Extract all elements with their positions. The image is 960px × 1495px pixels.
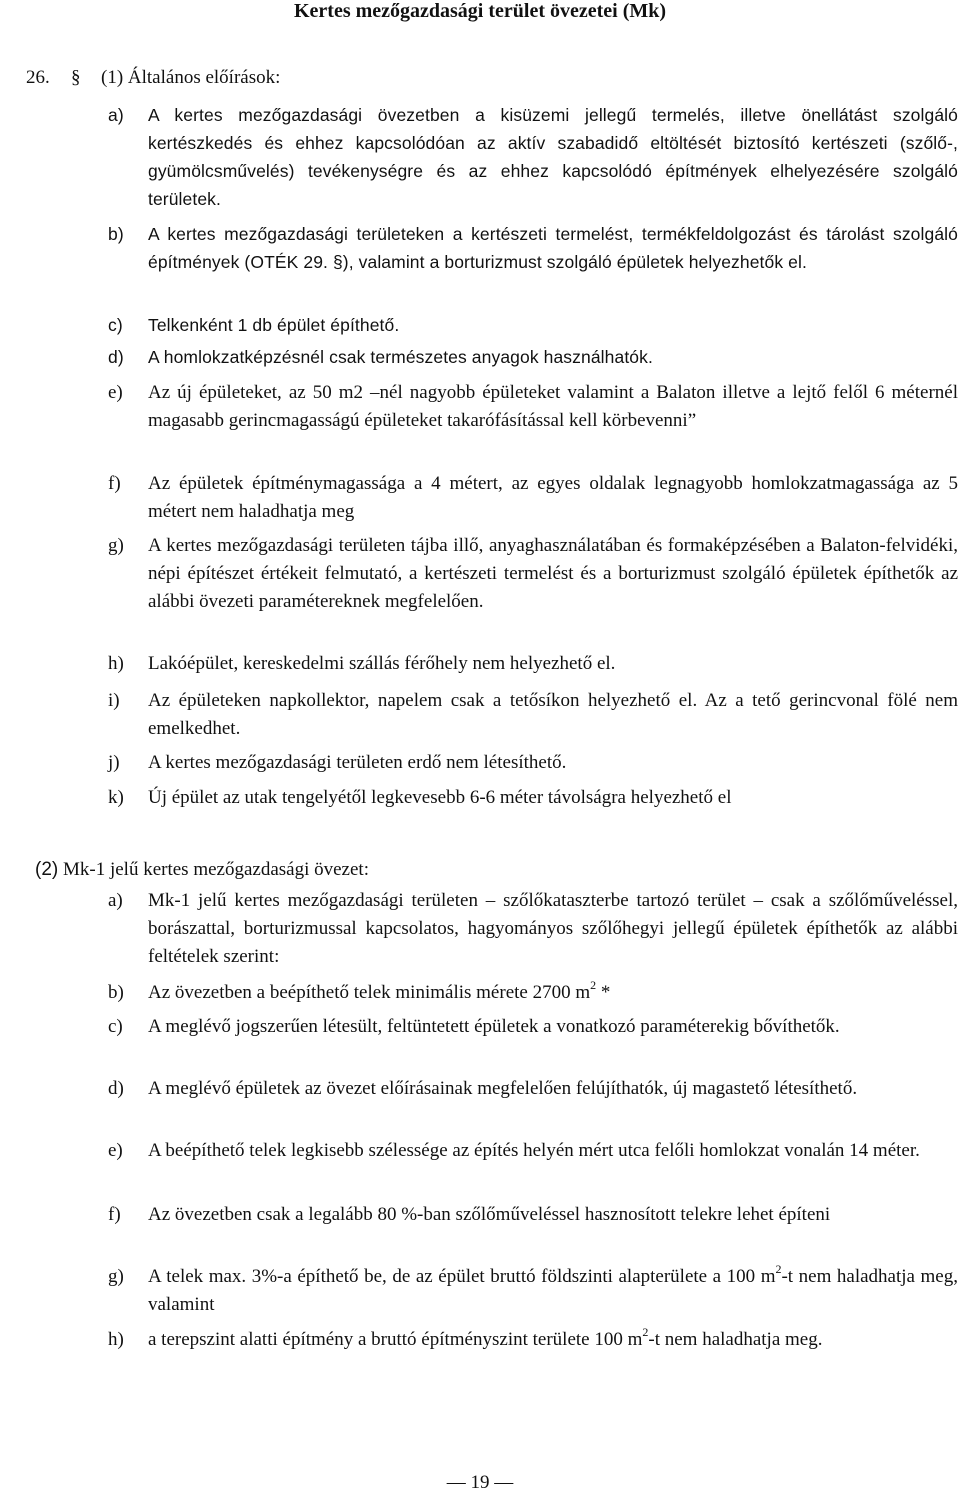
item-text-tail: * (596, 982, 611, 1003)
item-label: c) (108, 1016, 123, 1037)
item-text: A kertes mezőgazdasági területen tájba illő, anyaghasználatában és formaképzésében a Balaton-felvidéki, népi építészet értékeit felmutató, a kertészeti termelést és a borturizmust szolgáló épületek építhetők az alábbi övezeti paramétereknek megfelelően. (148, 535, 958, 612)
item-text: Mk-1 jelű kertes mezőgazdasági területen – szőlőkataszterbe tartozó terület – csak a szőlőműveléssel, borászattal, borturizmussal kapcsolatos, hagyományos szőlőhegyi jellegű épületek építhetők az alábbi feltételek szerint: (148, 890, 958, 967)
list-item (108, 379, 958, 435)
superscript: 2 (775, 1262, 782, 1276)
section-heading-text: Mk-1 jelű kertes mezőgazdasági övezet: (62, 859, 369, 880)
item-label: a) (108, 890, 123, 911)
item-label: d) (108, 1078, 124, 1099)
item-text: A homlokzatképzésnél csak természetes anyagok használhatók. (148, 347, 653, 367)
item-text: a terepszint alatti építmény a bruttó építményszint területe 100 m (148, 1329, 643, 1350)
item-text: A kertes mezőgazdasági területeken a kertészeti termelést, termékfeldolgozást és tárolást szolgáló építmények (OTÉK 29. §), valamint a borturizmust szolgáló épületek helyezhetők el. (148, 224, 958, 272)
section-heading (26, 64, 280, 92)
list-item (108, 979, 958, 1007)
item-label: c) (108, 315, 123, 335)
item-label: b) (108, 224, 124, 244)
list-item (108, 1075, 958, 1103)
list-item (108, 101, 958, 213)
item-text-wrap (148, 1326, 958, 1354)
item-text: A kertes mezőgazdasági területen erdő nem létesíthető. (148, 752, 567, 773)
list-item (108, 1137, 958, 1165)
list-item (108, 1201, 958, 1229)
item-label: f) (108, 473, 121, 494)
section-heading (35, 856, 369, 884)
item-text: Új épület az utak tengelyétől legkevesebb 6-6 méter távolságra helyezhető el (148, 787, 732, 808)
item-label: g) (108, 1266, 124, 1287)
item-text: A kertes mezőgazdasági övezetben a kisüzemi jellegű termelés, illetve önellátást szolgáló kertészkedés és ehhez kapcsolódóan az aktív szabadidő eltöltését biztosító kertészeti (szőlő-, gyümölcsművelés) tevékenységre és az ehhez kapcsolódó építmények elhelyezésére szolgáló területek. (148, 105, 958, 209)
page-title: Kertes mezőgazdasági terület övezetei (Mk) (293, 0, 667, 22)
list-item (108, 220, 958, 276)
item-text: Az épületeken napkollektor, napelem csak a tetősíkon helyezhető el. Az a tető gerincvonal fölé nem emelkedhet. (148, 690, 958, 739)
list-item (108, 749, 958, 777)
item-label: i) (108, 690, 120, 711)
subsection-number: (2) (35, 859, 59, 880)
item-text-wrap (148, 979, 958, 1007)
list-item (108, 532, 958, 616)
item-label: k) (108, 787, 124, 808)
list-item (108, 343, 958, 371)
item-text: Lakóépület, kereskedelmi szállás férőhely nem helyezhető el. (148, 653, 616, 674)
item-label: j) (108, 752, 120, 773)
item-text: A beépíthető telek legkisebb szélessége az építés helyén mért utca felőli homlokzat vonalán 14 méter. (148, 1140, 920, 1161)
item-text: Az épületek építménymagassága a 4 métert, az egyes oldalak legnagyobb homlokzatmagassága az 5 métert nem haladhatja meg (148, 473, 958, 522)
item-label: a) (108, 105, 124, 125)
item-text: A telek max. 3%-a építhető be, de az épület bruttó földszinti alapterülete a 100 m (148, 1266, 776, 1287)
superscript: 2 (642, 1325, 649, 1339)
list-item (108, 784, 958, 812)
item-text: A meglévő épületek az övezet előírásainak megfelelően felújíthatók, új magastető létesíthető. (148, 1078, 858, 1099)
list-item (108, 887, 958, 971)
item-text: Az új épületeket, az 50 m2 –nél nagyobb épületeket valamint a Balaton illetve a lejtő felől 6 méternél magasabb gerincmagasságú épületeket takarófásítással kell körbevenni” (148, 382, 958, 431)
page-number: — 19 — (446, 1472, 514, 1493)
item-text-tail: -t nem haladhatja meg, valamint (148, 1266, 958, 1315)
item-label: g) (108, 535, 124, 556)
list-item (108, 687, 958, 743)
paragraph-number: 26. (26, 67, 50, 88)
item-text-tail: -t nem haladhatja meg. (648, 1329, 823, 1350)
item-label: h) (108, 653, 124, 674)
list-item (108, 1326, 958, 1354)
item-label: f) (108, 1204, 121, 1225)
item-text-wrap (148, 1263, 958, 1319)
section-heading-text: (1) Általános előírások: (101, 67, 281, 88)
item-label: d) (108, 347, 124, 367)
list-item (108, 650, 958, 678)
list-item (108, 311, 958, 339)
item-label: b) (108, 982, 124, 1003)
item-label: h) (108, 1329, 124, 1350)
list-item (108, 1013, 958, 1041)
item-label: e) (108, 1140, 123, 1161)
item-text: Telkenként 1 db épület építhető. (148, 315, 400, 335)
item-text: Az övezetben csak a legalább 80 %-ban szőlőműveléssel hasznosított telekre lehet építeni (148, 1204, 831, 1225)
list-item (108, 1263, 958, 1319)
item-label: e) (108, 382, 123, 403)
superscript: 2 (590, 978, 597, 992)
list-item (108, 470, 958, 526)
item-text: Az övezetben a beépíthető telek minimális mérete 2700 m (148, 982, 591, 1003)
item-text: A meglévő jogszerűen létesült, feltüntetett épületek a vonatkozó paraméterekig bővíthetők. (148, 1016, 840, 1037)
paragraph-sign: § (71, 67, 81, 88)
